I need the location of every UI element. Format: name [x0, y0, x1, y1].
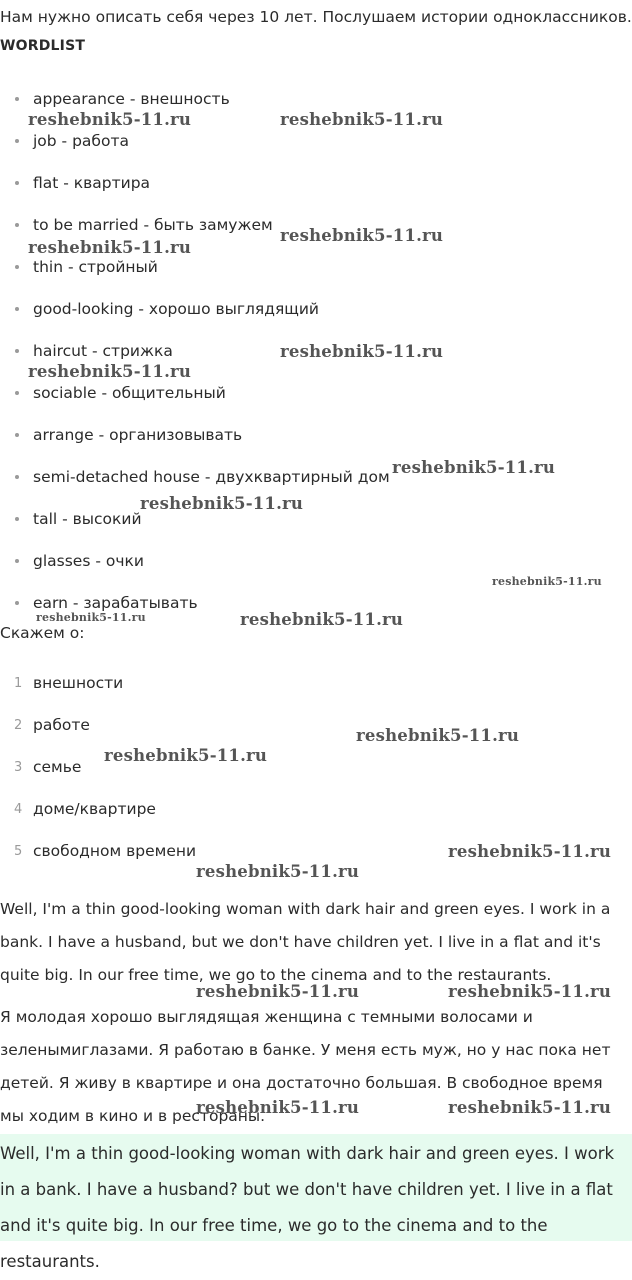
watermark: reshebnik5-11.ru — [196, 1098, 360, 1117]
bullet-icon — [15, 97, 19, 101]
bullet-icon — [15, 349, 19, 353]
wordlist-item — [0, 382, 632, 424]
wordlist-item-text: to be married - быть замужем — [33, 216, 273, 234]
bullet-icon — [15, 475, 19, 479]
watermark: reshebnik5-11.ru — [280, 226, 444, 245]
answer-block: Well, I'm a thin good-looking woman with dark hair and green eyes. I work in a bank. I have a husband? but we don't have children yet. I live in a flat and it's quite big. In our free time, we go to the cinema and to the restaurants. — [0, 1134, 632, 1241]
wordlist-item-text: appearance - внешность — [33, 90, 230, 108]
watermark: reshebnik5-11.ru — [36, 611, 146, 624]
watermark: reshebnik5-11.ru — [28, 238, 192, 257]
watermark: reshebnik5-11.ru — [356, 726, 520, 745]
paragraph-english: Well, I'm a thin good-looking woman with dark hair and green eyes. I work in a bank. I have a husband, but we don't have children yet. I live in a flat and it's quite big. In our free time, we go to the cinema and to the restaurants. — [0, 900, 611, 984]
watermark: reshebnik5-11.ru — [280, 110, 444, 129]
bullet-icon — [15, 601, 19, 605]
wordlist-item-text: arrange - организовывать — [33, 426, 243, 444]
wordlist-item-text: flat - квартира — [33, 174, 151, 192]
topic-number: 5 — [14, 844, 23, 859]
topic-number: 3 — [14, 760, 23, 775]
topic-text: свободном времени — [33, 842, 197, 860]
wordlist — [0, 88, 632, 634]
wordlist-item-text: sociable - общительный — [33, 384, 226, 402]
wordlist-item-text: job - работа — [33, 132, 129, 150]
topic-text: внешности — [33, 674, 124, 692]
wordlist-item — [0, 172, 632, 214]
topic-text: доме/квартире — [33, 800, 156, 818]
wordlist-item — [0, 508, 632, 550]
wordlist-heading: WORDLIST — [0, 38, 86, 54]
watermark: reshebnik5-11.ru — [104, 746, 268, 765]
watermark: reshebnik5-11.ru — [280, 342, 444, 361]
bullet-icon — [15, 181, 19, 185]
wordlist-item-text: earn - зарабатывать — [33, 594, 198, 612]
topic-item — [0, 798, 632, 840]
wordlist-item — [0, 130, 632, 172]
watermark: reshebnik5-11.ru — [448, 842, 612, 861]
bullet-icon — [15, 265, 19, 269]
topic-number: 4 — [14, 802, 23, 817]
wordlist-item — [0, 256, 632, 298]
wordlist-item — [0, 298, 632, 340]
bullet-icon — [15, 307, 19, 311]
topic-item — [0, 672, 632, 714]
bullet-icon — [15, 391, 19, 395]
bullet-icon — [15, 559, 19, 563]
watermark: reshebnik5-11.ru — [28, 362, 192, 381]
topic-item — [0, 714, 632, 756]
wordlist-item-text: semi-detached house - двухквартирный дом — [33, 468, 390, 486]
topic-item — [0, 756, 632, 798]
bullet-icon — [15, 223, 19, 227]
watermark: reshebnik5-11.ru — [448, 1098, 612, 1117]
watermark: reshebnik5-11.ru — [392, 458, 556, 477]
wordlist-item-text: glasses - очки — [33, 552, 144, 570]
intro-text: Нам нужно описать себя через 10 лет. Послушаем истории одноклассников. — [0, 8, 632, 26]
wordlist-item-text: tall - высокий — [33, 510, 142, 528]
watermark: reshebnik5-11.ru — [196, 862, 360, 881]
bullet-icon — [15, 433, 19, 437]
watermark: reshebnik5-11.ru — [492, 575, 602, 588]
wordlist-item-text: good-looking - хорошо выглядящий — [33, 300, 320, 318]
watermark: reshebnik5-11.ru — [140, 494, 304, 513]
topics-title: Скажем о: — [0, 624, 85, 642]
bullet-icon — [15, 139, 19, 143]
topic-text: работе — [33, 716, 90, 734]
watermark: reshebnik5-11.ru — [240, 610, 404, 629]
topic-text: семье — [33, 758, 82, 776]
topic-number: 2 — [14, 718, 23, 733]
watermark: reshebnik5-11.ru — [196, 982, 360, 1001]
paragraph-russian: Я молодая хорошо выглядящая женщина с темными волосами и зеленымиглазами. Я работаю в банке. У меня есть муж, но у нас пока нет детей. Я живу в квартире и она достаточно большая. В свободное время мы ходим в кино и в рестораны. — [0, 1008, 611, 1125]
bullet-icon — [15, 517, 19, 521]
watermark: reshebnik5-11.ru — [28, 110, 192, 129]
wordlist-item-text: haircut - стрижка — [33, 342, 173, 360]
watermark: reshebnik5-11.ru — [448, 982, 612, 1001]
wordlist-item-text: thin - стройный — [33, 258, 158, 276]
topic-number: 1 — [14, 676, 23, 691]
